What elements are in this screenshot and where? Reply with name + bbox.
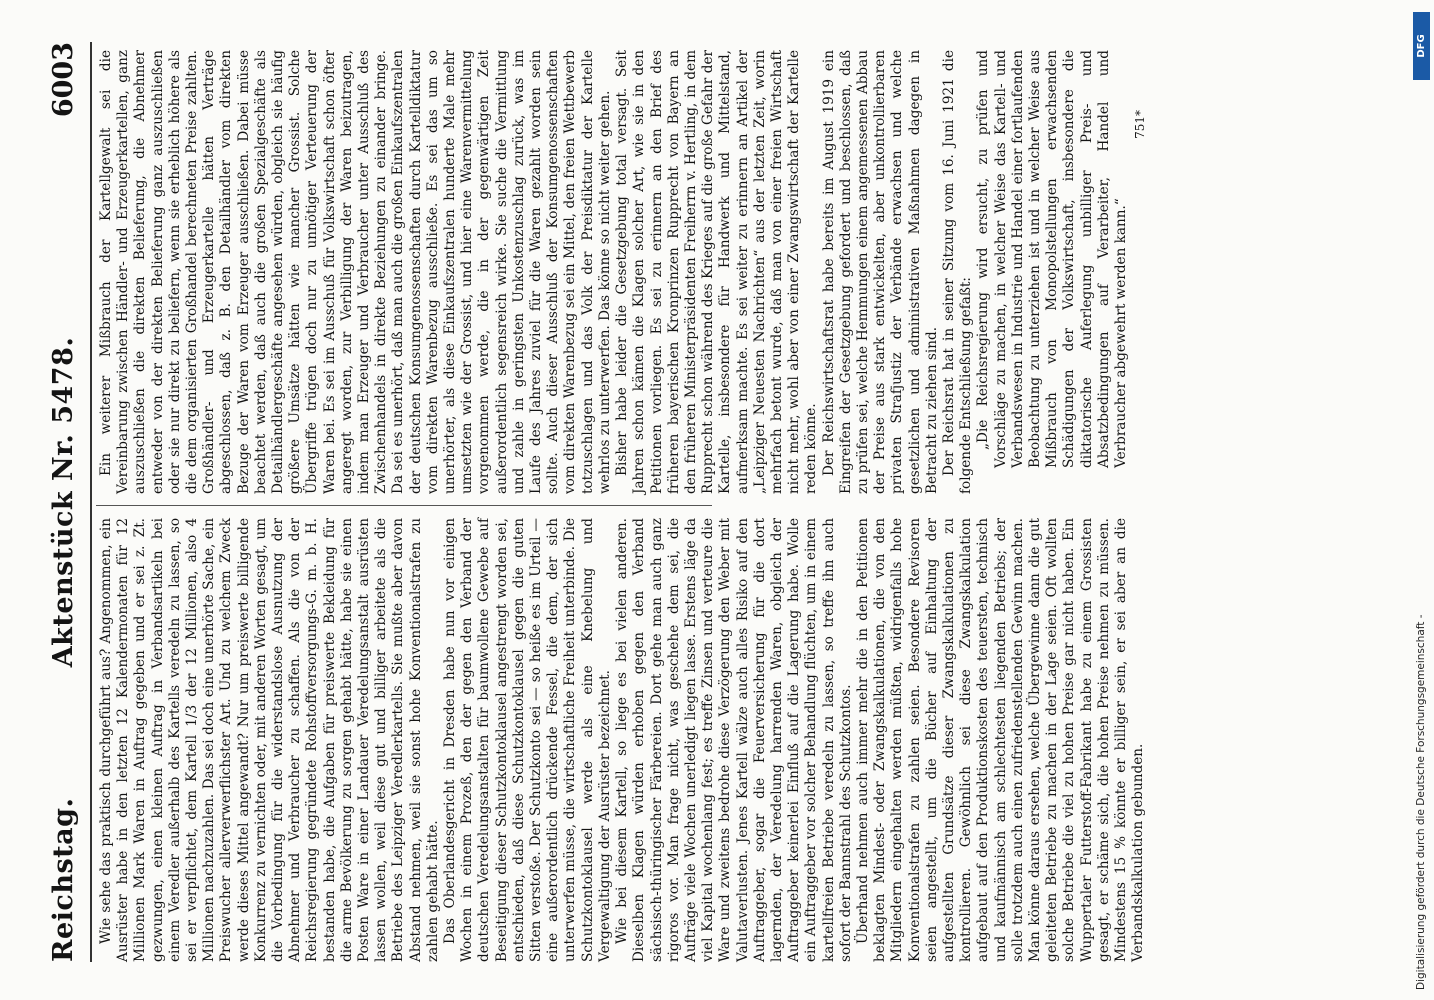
- left-paragraph-2: Das Oberlandesgericht in Dresden habe nun vor einigen Wochen in einem Prozeß, den der gegen den Verband der deutschen Veredelungsanstalten für baumwollene Gewebe auf Beseitigung dieser Schutzkontoklausel angestrengt worden sei, entschieden, daß diese Schutzkontoklausel gegen die guten Sitten verstoße. Der Schutzkonto sei — so heiße es im Urteil — eine außerordentlich drückende Fessel, die dem, der sich unterwerfen müsse, die wirtschaftliche Freiheit unterbinde. Die Schutzkontoklausel werde als eine Knebelung und Vergewaltigung der Ausrüster bezeichnet.: [442, 518, 613, 962]
- left-paragraph-1: Wie sehe das praktisch durchgeführt aus? Angenommen, ein Ausrüster habe in den letzten 12 Kalendermonaten für 12 Millionen Mark Waren in Auftrag gegeben und er sei z. Zt. gezwungen, einen kleinen Auftrag in Verbandsartikeln bei einem Veredler außerhalb des Kartells veredeln zu lassen, so sei er verpflichtet, dem Kartell 1/3 der 12 Millionen, also 4 Millionen nachzuzahlen. Das sei doch eine unerhörte Sache, ein Preiswucher allerverwerflichster Art. Und zu welchem Zweck werde dieses Mittel angewandt? Nur um preiswerte billigende Konkurrenz zu vernichten oder, mit anderen Worten gesagt, um die Vorbedingung für die widerstandslose Ausnutzung der Abnehmer und Verbraucher zu schaffen. Als die von der Reichsregierung gegründete Rohstoffversorgungs-G. m. b. H. bestanden habe, die Aufgaben für preiswerte Bekleidung für die arme Bevölkerung zu sorgen gehabt hätte, habe sie einen Posten Ware in einer Landauer Veredelungsanstalt ausrüsten lassen wollen, weil diese gut und billiger arbeitete als die Betriebe des Leipziger Veredlerkartells. Sie mußte aber davon Abstand nehmen, weil sie sonst hohe Konventionalstrafen zu zahlen gehabt hätte.: [98, 518, 441, 962]
- column-divider: [96, 505, 712, 506]
- left-column: [98, 518, 1147, 962]
- dfg-logo: DFG: [1413, 12, 1430, 80]
- right-paragraph-1: Ein weiterer Mißbrauch der Kartellgewalt sei die Vereinbarung zwischen Händler- und Erzeugerkartellen, ganz auszuschließen die direkten Belieferung, die Abnehmer entweder von der direkten Belieferung ganz auszuschließen oder sie nur direkt zu beliefern, wenn sie erheblich höhere als die dem organisierten Großhandel berechneten Preise zahlten. Großhändler- und Erzeugerkartelle hätten Verträge abgeschlossen, daß z. B. den Detailhändler vom direkten Bezuge der Waren vom Erzeuger ausschließen. Dabei müsse beachtet werden, daß auch die großen Spezialgeschäfte als Detailhändlergeschäfte angesehen würden, obgleich sie häufig größere Umsätze hätten wie mancher Grossist. Solche Übergriffe trügen doch nur zu unnötiger Verteuerung der Waren bei. Es sei im Ausschuß für Volkswirtschaft schon öfter angeregt worden, zur Verbilligung der Waren beizutragen, indem man Erzeuger und Verbraucher unter Ausschluß des Zwischenhandels in direkte Beziehungen zu einander bringe. Da sei es unerhört, daß man auch die großen Einkaufszentralen der deutschen Konsumgenossenschaften durch Kartelldiktatur vom direkten Warenbezug ausschließe. Es sei das um so unerhörter, als diese Einkaufszentralen hunderte Male mehr umsetzten wie der Grossist, und hier eine Warenvermittelung vorgenommen werde, die in der gegenwärtigen Zeit außerordentlich segensreich wirke. Sie suche die Vermittlung und zahle in geringsten Unkostenzuschlag zurück, was im Laufe des Jahres zuviel für die Waren gezahlt worden sein sollte. Auch dieser Ausschluß der Konsumgenossenschaften vom direkten Warenbezug sei ein Mittel, den freien Wettbewerb totzuschlagen und das Volk der Preisdiktatur der Kartelle wehrlos zu unterwerfen. Das könne so nicht weiter gehen.: [98, 50, 613, 494]
- digitization-credit: [1410, 0, 1434, 1000]
- header-rule: [90, 42, 92, 962]
- right-paragraph-4: Der Reichsrat hat in seiner Sitzung vom 16. Juni 1921 die folgende Entschließung gefaßt:: [940, 50, 975, 494]
- header-document: Aktenstück Nr. 5478.: [48, 336, 79, 668]
- right-paragraph-2: Bisher habe leider die Gesetzgebung total versagt. Seit Jahren schon kämen die Klagen solcher Art, wie sie in den Petitionen vorliegen. Es sei zu erinnern an den Brief des früheren bayerischen Kronprinzen Rupprecht von Bayern an den früheren Ministerpräsidenten Freiherrn v. Hertling, in dem Rupprecht schon während des Krieges auf die große Gefahr der Kartelle, insbesondere für Handwerk und Mittelstand, aufmerksam machte. Es sei weiter zu erinnern an Artikel der „Leipziger Neuesten Nachrichten“ aus der letzten Zeit, worin mehrfach betont wurde, daß man von einer freien Wirtschaft nicht mehr, wohl aber von einer Zwangswirtschaft der Kartelle reden könne.: [614, 50, 820, 494]
- header-page-number: 6003: [48, 42, 79, 118]
- credit-text: Digitalisierung gefördert durch die Deutsche Forschungsgemeinschaft -: [1415, 614, 1427, 990]
- signature-mark: 751*: [1133, 110, 1148, 139]
- page-header: [44, 42, 84, 962]
- resolution-quote: „Die Reichsregierung wird ersucht, zu prüfen und Vorschläge zu machen, in welcher Weise das Kartell- und Verbandswesen in Industrie und Handel einer fortlaufenden Beobachtung zu unterziehen ist und in welcher Weise aus Mißbrauch von Monopolstellungen erwachsenden Schädigungen der Volkswirtschaft, insbesondere die diktatorische Auferlegung unbilliger Preis- und Absatzbedingungen auf Verarbeiter, Handel und Verbraucher abgewehrt werden kann.“: [975, 50, 1129, 468]
- left-paragraph-4: Überhand nehmen auch immer mehr die in den Petitionen beklagten Mindest- oder Zwangskalkulationen, die von den Mitgliedern eingehalten werden müßten, widrigenfalls hohe Konventionalstrafen zu zahlen seien. Besondere Revisoren seien angestellt, um die Bücher auf Einhaltung der aufgestellten Grundsätze dieser Zwangskalkulationen zu kontrollieren. Gewöhnlich sei diese Zwangskalkulation aufgebaut auf den Produktionskosten des teuersten, technisch und kaufmännisch am schlechtesten liegenden Betriebs; der solle trotzdem auch einen zufriedenstellenden Gewinn machen. Man könne daraus ersehen, welche Übergewinne dann die gut geleiteten Betriebe zu machen in der Lage seien. Oft wollten solche Betriebe die viel zu hohen Preise gar nicht haben. Ein Wuppertaler Futterstoff-Fabrikant habe zu einem Grossisten gesagt, er schäme sich, die hohen Preise nehmen zu müssen. Mindestens 15 % könnte er billiger sein, er sei aber an die Verbandskalkulation gebunden.: [854, 518, 1147, 962]
- left-paragraph-3: Wie bei diesem Kartell, so liege es bei vielen anderen. Dieselben Klagen würden erhoben gegen den Verband sächsisch-thüringischer Färbereien. Dort gehe man auch ganz rigoros vor. Man frage nicht, was geschehe dem sei, die Aufträge viele Wochen unerledigt liegen lasse. Erstens läge da viel Kapital wochenlang fest; es treffe Zinsen und verteure die Ware und zweitens bedrohe diese Verzögerung den Weber mit Valutaverlusten. Jenes Kartell wälze auch alles Risiko auf den Auftraggeber, sogar die Feuerversicherung für die dort lagernden, der Veredelung harrenden Waren, obgleich der Auftraggeber keinerlei Einfluß auf die Lagerung habe. Wolle ein Auftraggeber vor solcher Behandlung flüchten, um in einem kartellfreien Betriebe veredeln zu lassen, so treffe ihn auch sofort der Bannstrahl des Schutzkontos.: [614, 518, 854, 962]
- header-title: Reichstag.: [48, 797, 79, 962]
- rotated-page-content: [44, 42, 1148, 962]
- right-column: [98, 50, 1149, 494]
- right-paragraph-3: Der Reichswirtschaftsrat habe bereits im August 1919 ein Eingreifen der Gesetzgebung gefordert und beschlossen, daß zu prüfen sei, welche Hemmungen einem angemessenen Abbau der Preise aus stark entwickelten, aber unkontrollierbaren privaten Strafjustiz der Verbände erwachsen und welche gesetzlichen und administrativen Maßnahmen dagegen in Betracht zu ziehen sind.: [820, 50, 940, 494]
